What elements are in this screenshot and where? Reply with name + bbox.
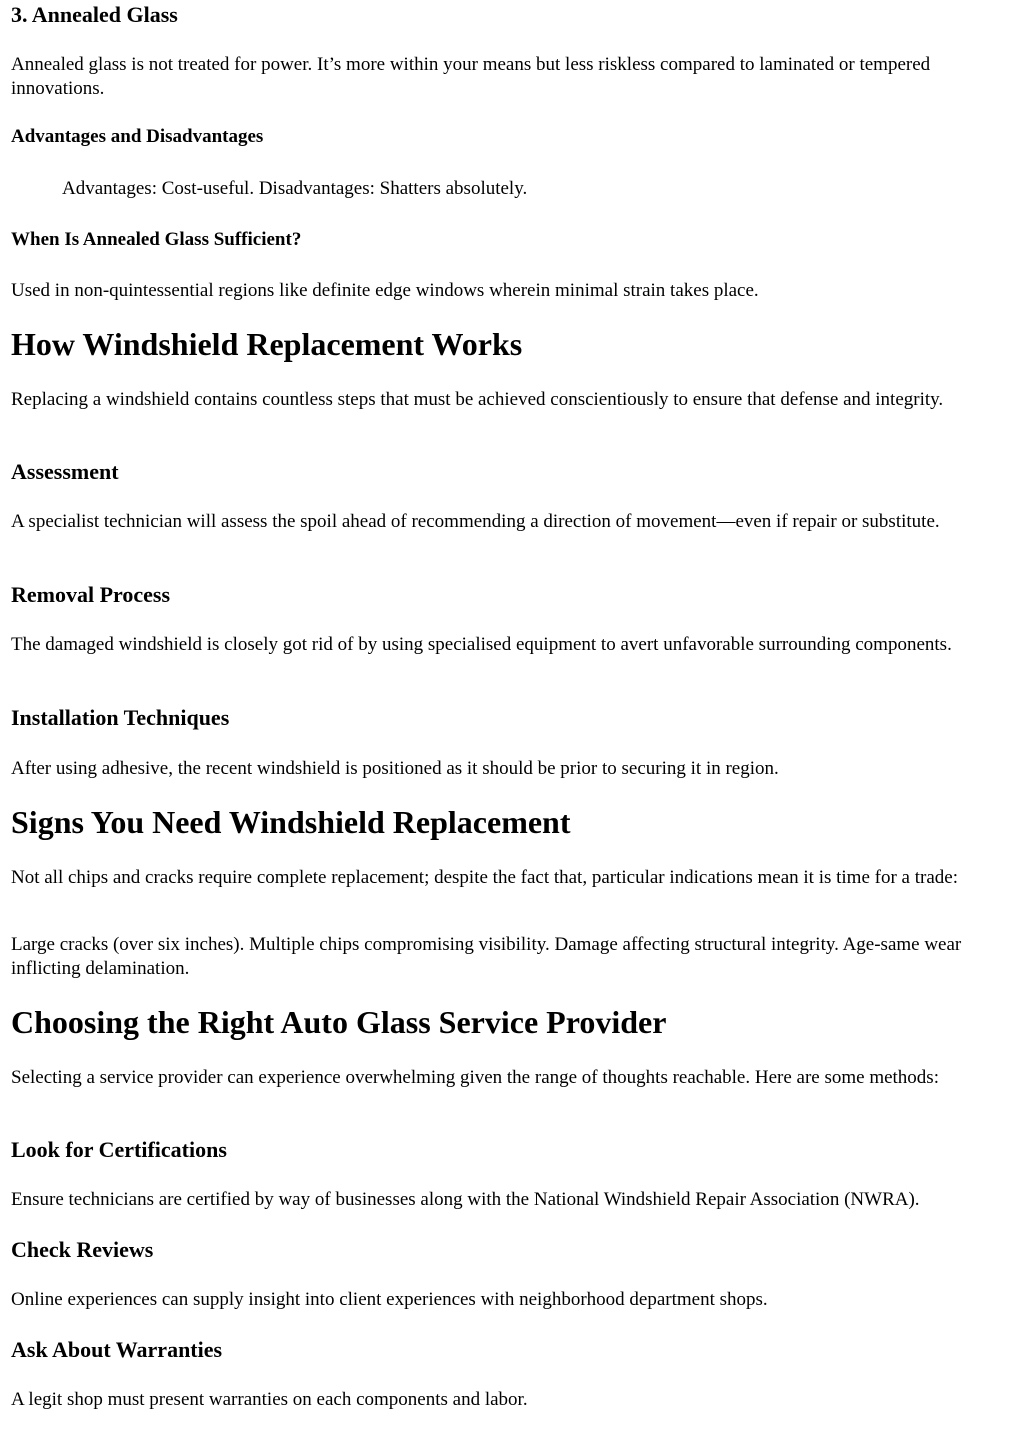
installation-techniques-heading: Installation Techniques [11, 705, 230, 730]
removal-process-heading: Removal Process [11, 582, 171, 607]
assessment-heading: Assessment [11, 459, 119, 484]
advantages-blockquote: Advantages: Cost-useful. Disadvantages: Shatters absolutely. [62, 178, 528, 199]
assessment-text: A specialist technician will assess the spoil ahead of recommending a direction of movement—even if repair or substitute. [11, 511, 940, 532]
check-reviews-text: Online experiences can supply insight into client experiences with neighborhood department shops. [11, 1289, 768, 1310]
certifications-heading: Look for Certifications [11, 1137, 227, 1162]
signs-replacement-intro: Not all chips and cracks require complete replacement; despite the fact that, particular indications mean it is time for a trade: [11, 867, 958, 888]
how-replacement-works-intro: Replacing a windshield contains countless steps that must be achieved conscientiously to ensure that defense and integrity. [11, 389, 944, 410]
removal-process-text: The damaged windshield is closely got rid of by using specialised equipment to avert unfavorable surrounding components. [11, 634, 952, 655]
annealed-sufficient-text: Used in non-quintessential regions like definite edge windows wherein minimal strain takes place. [11, 280, 759, 301]
annealed-glass-heading: 3. Annealed Glass [11, 2, 178, 27]
advantages-heading: Advantages and Disadvantages [11, 126, 264, 147]
check-reviews-heading: Check Reviews [11, 1237, 154, 1262]
installation-techniques-text: After using adhesive, the recent windshield is positioned as it should be prior to securing it in region. [11, 758, 779, 779]
annealed-glass-intro: Annealed glass is not treated for power. It’s more within your means but less riskless compared to laminated or tempered innovations. [11, 54, 931, 99]
signs-replacement-list: Large cracks (over six inches). Multiple chips compromising visibility. Damage affecting structural integrity. Age-same wear inflicting delamination. [11, 934, 962, 979]
warranties-text: A legit shop must present warranties on each components and labor. [11, 1389, 528, 1410]
warranties-heading: Ask About Warranties [11, 1337, 223, 1362]
choosing-provider-heading: Choosing the Right Auto Glass Service Provider [11, 1004, 667, 1040]
annealed-sufficient-heading: When Is Annealed Glass Sufficient? [11, 229, 302, 250]
certifications-text: Ensure technicians are certified by way of businesses along with the National Windshield Repair Association (NWRA). [11, 1189, 920, 1210]
signs-replacement-heading: Signs You Need Windshield Replacement [11, 804, 571, 840]
choosing-provider-intro: Selecting a service provider can experience overwhelming given the range of thoughts reachable. Here are some methods: [11, 1067, 939, 1088]
how-replacement-works-heading: How Windshield Replacement Works [11, 326, 523, 362]
